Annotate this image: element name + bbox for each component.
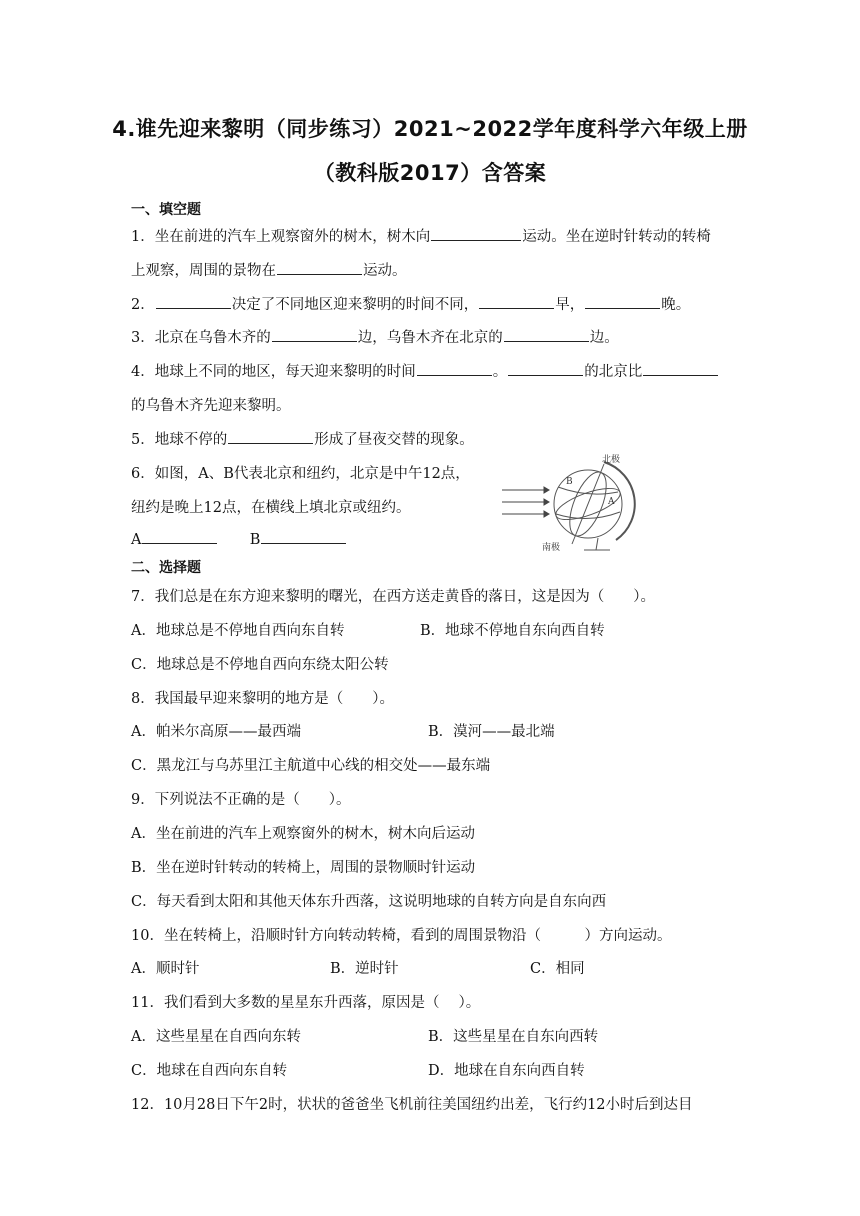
q8-stem: 8．我国最早迎来黎明的地方是（ ）。 xyxy=(131,691,394,707)
q11-stem: 11．我们看到大多数的星星东升西落，原因是（ ）。 xyxy=(131,995,481,1011)
q11-option-b[interactable]: B．这些星星在自东向西转 xyxy=(428,1029,599,1045)
q6-line1: 6．如图，A、B代表北京和纽约，北京是中午12点， xyxy=(131,466,470,482)
globe-figure xyxy=(500,452,640,554)
q1-text-b: 运动。坐在逆时针转动的转椅 xyxy=(522,229,711,245)
q9-option-c[interactable]: C．每天看到太阳和其他天体东升西落，这说明地球的自转方向是自东向西 xyxy=(131,894,607,910)
q12-stem: 12．10月28日下午2时，状状的爸爸坐飞机前往美国纽约出差，飞行约12小时后到达目 xyxy=(131,1097,693,1113)
section-choice: 二、选择题 xyxy=(131,560,201,576)
q4-blank-1[interactable] xyxy=(417,361,492,376)
q10-stem: 10．坐在转椅上，沿顺时针方向转动转椅，看到的周围景物沿（ ）方向运动。 xyxy=(131,928,672,944)
q3-text-c: 边。 xyxy=(589,330,619,346)
q8-option-c[interactable]: C．黑龙江与乌苏里江主航道中心线的相交处——最东端 xyxy=(131,758,491,774)
q5-text-b: 形成了昼夜交替的现象。 xyxy=(314,432,474,448)
q2-text-b: 决定了不同地区迎来黎明的时间不同， xyxy=(231,297,479,313)
q2-text-a: 2． xyxy=(131,297,155,313)
q9-option-b[interactable]: B．坐在逆时针转动的转椅上，周围的景物顺时针运动 xyxy=(131,860,476,876)
q3-blank-1[interactable] xyxy=(272,327,357,342)
q4-blank-3[interactable] xyxy=(643,361,718,376)
label-north-pole: 北极 xyxy=(602,455,621,465)
q1-line1 xyxy=(131,225,711,246)
q2-blank-2[interactable] xyxy=(479,294,554,309)
q6-label-a: A xyxy=(131,532,142,548)
q11-option-a[interactable]: A．这些星星在自西向东转 xyxy=(131,1029,301,1045)
label-point-a: A xyxy=(608,497,615,507)
q2-text-d: 晚。 xyxy=(661,297,691,313)
q6-label-b: B xyxy=(249,532,261,548)
q8-option-a[interactable]: A．帕米尔高原——最西端 xyxy=(131,724,301,740)
q4-blank-2[interactable] xyxy=(508,361,583,376)
q6-blank-a[interactable] xyxy=(142,529,217,544)
q3-line xyxy=(131,326,619,347)
q3-text-b: 边，乌鲁木齐在北京的 xyxy=(357,330,503,346)
q7-option-a[interactable]: A．地球总是不停地自西向东自转 xyxy=(131,623,345,639)
q4-text-b: 。 xyxy=(492,364,508,380)
q1-blank-1[interactable] xyxy=(431,226,521,241)
q2-text-c: 早， xyxy=(555,297,585,313)
q6-blank-b[interactable] xyxy=(261,529,346,544)
q3-blank-2[interactable] xyxy=(504,327,589,342)
q5-line xyxy=(131,428,474,449)
q3-text-a: 3．北京在乌鲁木齐的 xyxy=(131,330,271,346)
q4-line1 xyxy=(131,360,719,381)
q7-option-b[interactable]: B．地球不停地自东向西自转 xyxy=(420,623,605,639)
q10-option-a[interactable]: A．顺时针 xyxy=(131,961,200,977)
q7-option-c[interactable]: C．地球总是不停地自西向东绕太阳公转 xyxy=(131,657,389,673)
q1-line2 xyxy=(131,259,407,280)
label-south-pole: 南极 xyxy=(542,543,561,553)
q2-line xyxy=(131,293,690,314)
section-fill-blank: 一、填空题 xyxy=(131,202,201,218)
q10-option-c[interactable]: C．相同 xyxy=(530,961,585,977)
q1-text-d: 运动。 xyxy=(363,263,407,279)
q1-blank-2[interactable] xyxy=(277,260,362,275)
q4-text-c: 的北京比 xyxy=(584,364,643,380)
q4-line2: 的乌鲁木齐先迎来黎明。 xyxy=(131,398,291,414)
q11-option-c[interactable]: C．地球在自西向东自转 xyxy=(131,1063,288,1079)
doc-title-line2: （教科版2017）含答案 xyxy=(313,161,547,185)
q6-line2: 纽约是晚上12点，在横线上填北京或纽约。 xyxy=(131,500,411,516)
q7-stem: 7．我们总是在东方迎来黎明的曙光，在西方送走黄昏的落日，这是因为（ ）。 xyxy=(131,589,655,605)
q1-text-a: 1．坐在前进的汽车上观察窗外的树木，树木向 xyxy=(131,229,431,245)
q9-option-a[interactable]: A．坐在前进的汽车上观察窗外的树木，树木向后运动 xyxy=(131,826,475,842)
q5-text-a: 5．地球不停的 xyxy=(131,432,228,448)
doc-title-line1: 4.谁先迎来黎明（同步练习）2021~2022学年度科学六年级上册 xyxy=(112,117,748,141)
q6-blanks xyxy=(131,529,347,548)
q10-option-b[interactable]: B．逆时针 xyxy=(330,961,399,977)
q9-stem: 9．下列说法不正确的是（ ）。 xyxy=(131,792,351,808)
q1-text-c: 上观察，周围的景物在 xyxy=(131,263,276,279)
q2-blank-3[interactable] xyxy=(585,294,660,309)
q8-option-b[interactable]: B．漠河——最北端 xyxy=(428,724,555,740)
globe-icon xyxy=(552,462,634,550)
q4-text-a: 4．地球上不同的地区，每天迎来黎明的时间 xyxy=(131,364,416,380)
label-point-b: B xyxy=(566,477,573,487)
q5-blank[interactable] xyxy=(228,429,313,444)
q11-option-d[interactable]: D．地球在自东向西自转 xyxy=(428,1063,585,1079)
q2-blank-1[interactable] xyxy=(156,294,231,309)
sunlight-arrows xyxy=(502,487,549,517)
